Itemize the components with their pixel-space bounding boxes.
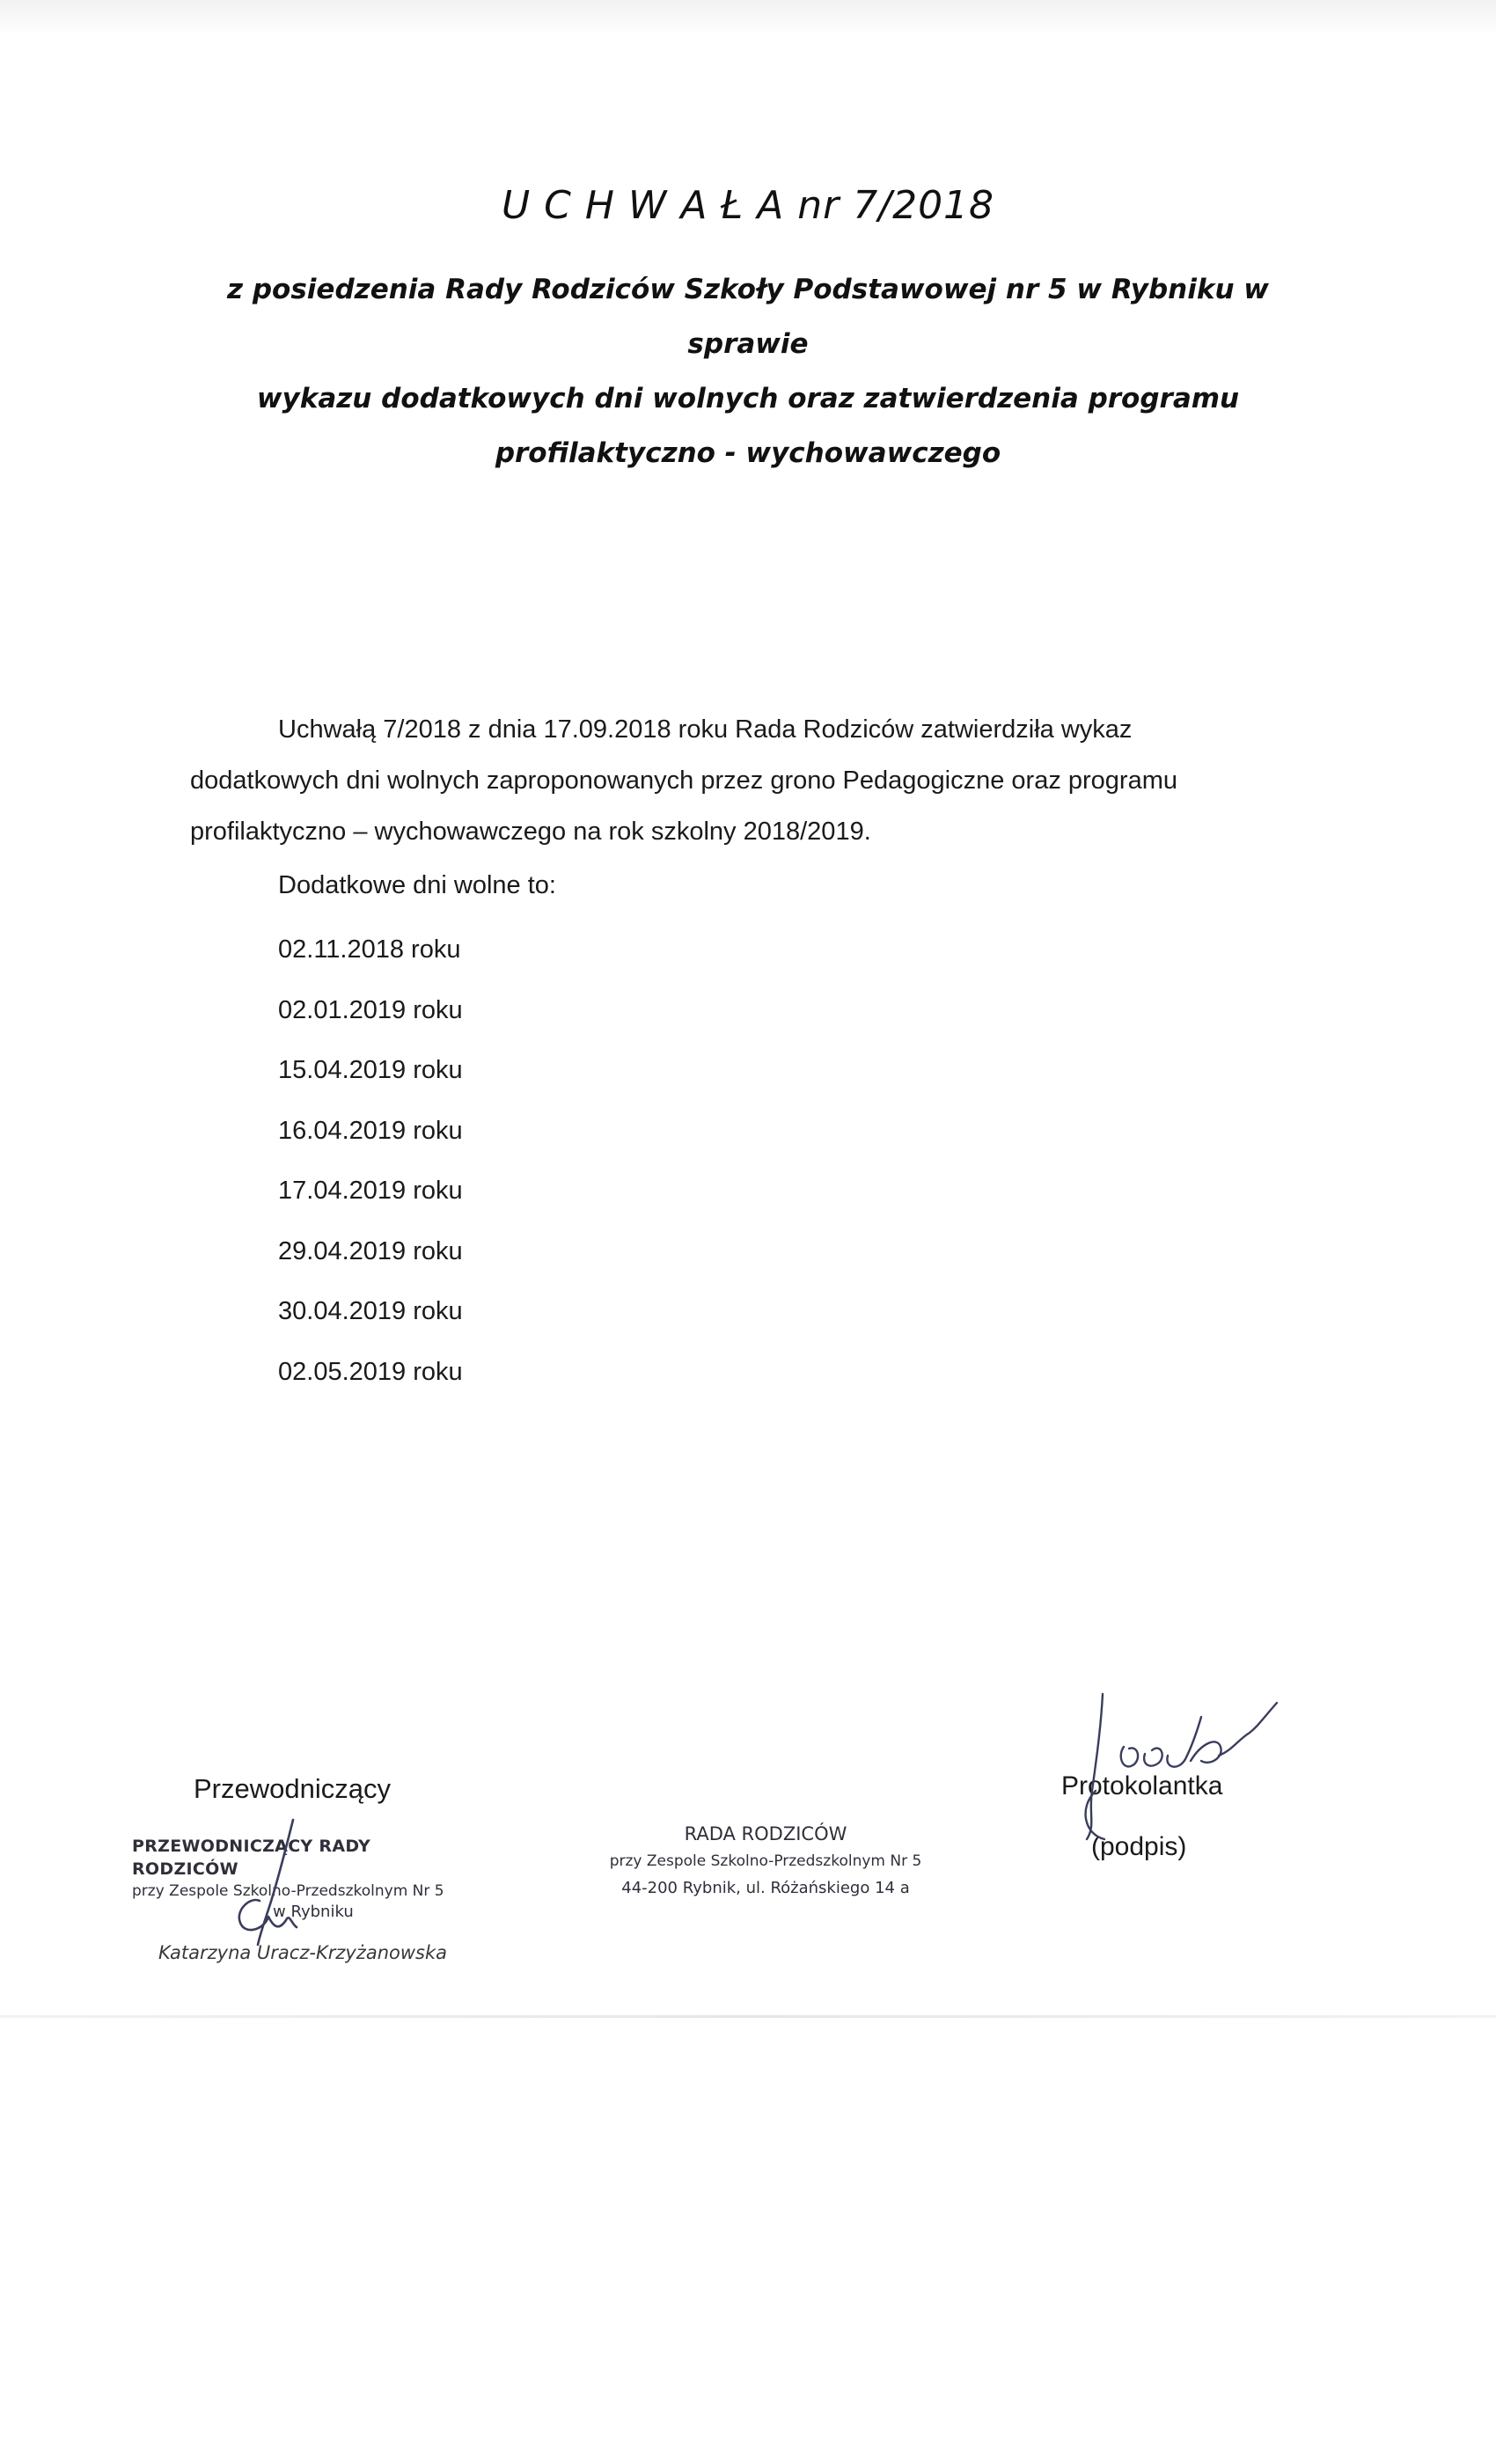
free-day-item: 02.05.2019 roku	[278, 1357, 463, 1386]
subtitle-line: z posiedzenia Rady Rodziców Szkoły Podstawowej nr 5 w Rybniku w sprawie	[227, 274, 1269, 360]
scan-edge	[0, 0, 1496, 35]
free-days-list	[278, 929, 463, 1412]
free-day-item: 02.11.2018 roku	[278, 935, 461, 964]
recorder-signature	[1069, 1659, 1298, 1861]
body-line: dodatkowych dni wolnych zaproponowanych przez grono Pedagogiczne oraz programu	[190, 766, 1178, 795]
resolution-title: U C H W A Ł A nr 7/2018	[501, 183, 995, 228]
recorder-signature-caption: (podpis)	[1091, 1832, 1187, 1861]
council-stamp-line: przy Zespole Szkolno-Przedszkolnym Nr 5	[609, 1852, 922, 1870]
free-day-item: 15.04.2019 roku	[278, 1056, 463, 1084]
free-day-item: 30.04.2019 roku	[278, 1297, 463, 1325]
free-day-item: 02.01.2019 roku	[278, 995, 463, 1024]
free-day-item: 16.04.2019 roku	[278, 1116, 463, 1145]
chair-stamp-line: PRZEWODNICZĄCY RADY RODZICÓW	[132, 1837, 371, 1879]
council-stamp-line: 44-200 Rybnik, ul. Różańskiego 14 a	[621, 1879, 910, 1897]
recorder-label: Protokolantka	[1061, 1771, 1223, 1800]
chair-label: Przewodniczący	[194, 1773, 391, 1804]
council-stamp	[598, 1820, 933, 1903]
scan-edge	[0, 2015, 1496, 2018]
chair-stamp-name: Katarzyna Uracz-Krzyżanowska	[158, 1942, 448, 1963]
chair-stamp-line: przy Zespole Szkolno-Przedszkolnym Nr 5	[132, 1882, 444, 1900]
free-days-heading: Dodatkowe dni wolne to:	[278, 871, 556, 899]
chair-signature	[224, 1813, 330, 1958]
subtitle-line: profilaktyczno - wychowawczego	[495, 437, 1001, 469]
resolution-subtitle	[176, 262, 1320, 480]
chair-stamp-line: w Rybniku	[273, 1903, 354, 1921]
council-stamp-line: RADA RODZICÓW	[684, 1823, 847, 1844]
body-line: Uchwałą 7/2018 z dnia 17.09.2018 roku Rada Rodziców zatwierdziła wykaz	[278, 715, 1133, 744]
subtitle-line: wykazu dodatkowych dni wolnych oraz zatwierdzenia programu	[256, 383, 1240, 414]
free-day-item: 29.04.2019 roku	[278, 1236, 463, 1265]
free-day-item: 17.04.2019 roku	[278, 1177, 463, 1205]
body-line: profilaktyczno – wychowawczego na rok szkolny 2018/2019.	[190, 818, 871, 846]
resolution-body	[190, 704, 1246, 857]
